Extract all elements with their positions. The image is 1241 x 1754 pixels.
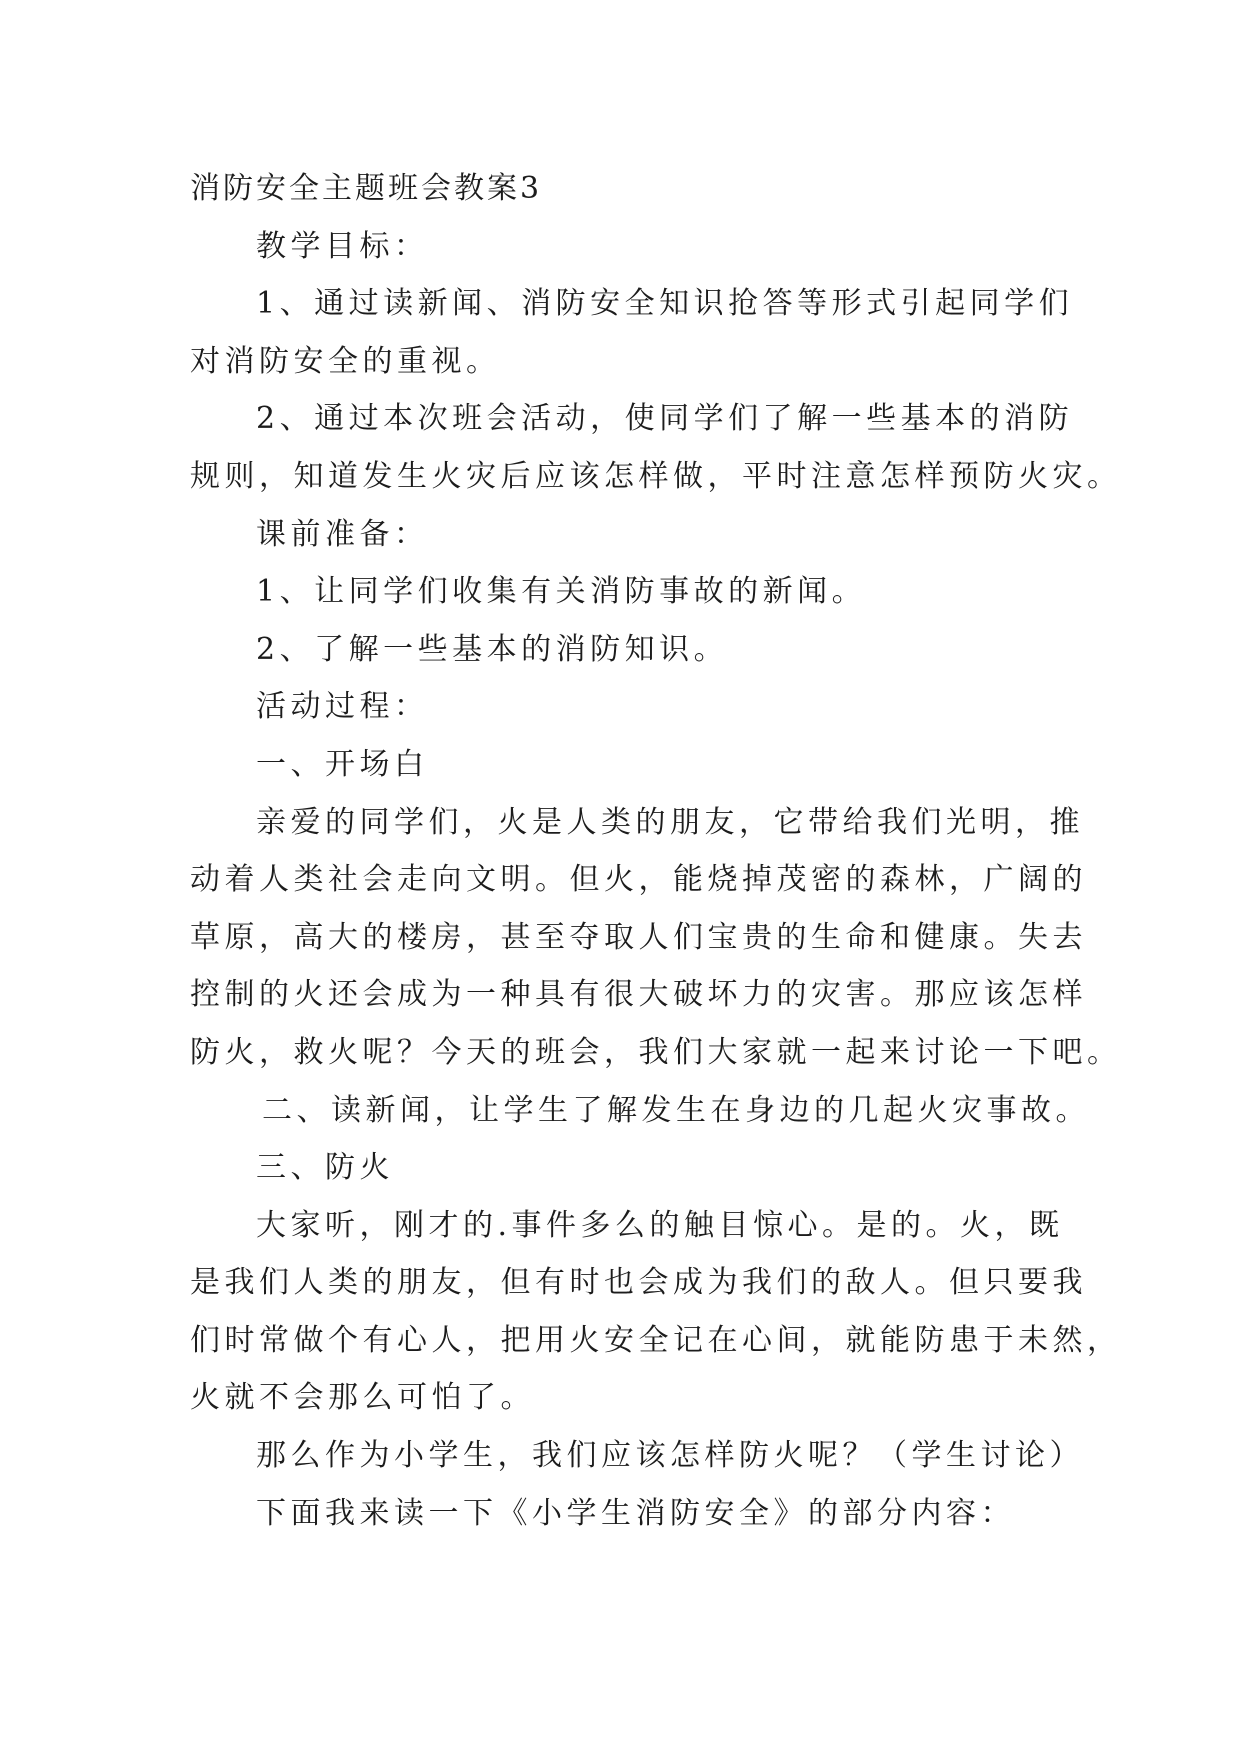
- paragraph-line: 们时常做个有心人，把用火安全记在心间，就能防患于未然，: [190, 1322, 1122, 1358]
- paragraph-line: 2、通过本次班会活动，使同学们了解一些基本的消防: [256, 401, 1074, 437]
- paragraph-line: 大家听，刚才的.事件多么的触目惊心。是的。火，既: [256, 1207, 1064, 1243]
- paragraph-line: 教学目标：: [256, 228, 429, 264]
- paragraph-line: 对消防安全的重视。: [190, 343, 501, 379]
- paragraph-line: 活动过程：: [256, 689, 429, 725]
- paragraph-line: 控制的火还会成为一种具有很大破坏力的灾害。那应该怎样: [190, 977, 1087, 1013]
- paragraph-line: 下面我来读一下《小学生消防安全》的部分内容：: [256, 1495, 1015, 1531]
- document-body: [190, 160, 1122, 1542]
- paragraph-line: 2、了解一些基本的消防知识。: [256, 631, 729, 667]
- paragraph-line: 二、读新闻，让学生了解发生在身边的几起火灾事故。: [262, 1092, 1090, 1128]
- paragraph-line: 1、通过读新闻、消防安全知识抢答等形式引起同学们: [256, 286, 1074, 322]
- document-title: 消防安全主题班会教案3: [190, 171, 543, 206]
- paragraph-line: 亲爱的同学们，火是人类的朋友，它带给我们光明，推: [256, 804, 1084, 840]
- paragraph-line: 动着人类社会走向文明。但火，能烧掉茂密的森林，广阔的: [190, 862, 1087, 898]
- paragraph-line: 规则，知道发生火灾后应该怎样做，平时注意怎样预防火灾。: [190, 458, 1122, 494]
- paragraph-line: 火就不会那么可怕了。: [190, 1380, 535, 1416]
- paragraph-line: 草原，高大的楼房，甚至夺取人们宝贵的生命和健康。失去: [190, 919, 1087, 955]
- paragraph-line: 防火，救火呢？今天的班会，我们大家就一起来讨论一下吧。: [190, 1034, 1122, 1070]
- paragraph-line: 那么作为小学生，我们应该怎样防火呢？（学生讨论）: [256, 1438, 1084, 1474]
- paragraph-line: 一、开场白: [256, 746, 429, 782]
- paragraph-line: 1、让同学们收集有关消防事故的新闻。: [256, 574, 867, 610]
- paragraph-line: 课前准备：: [256, 516, 429, 552]
- paragraph-line: 是我们人类的朋友，但有时也会成为我们的敌人。但只要我: [190, 1265, 1087, 1301]
- paragraph-line: 三、防火: [256, 1150, 394, 1186]
